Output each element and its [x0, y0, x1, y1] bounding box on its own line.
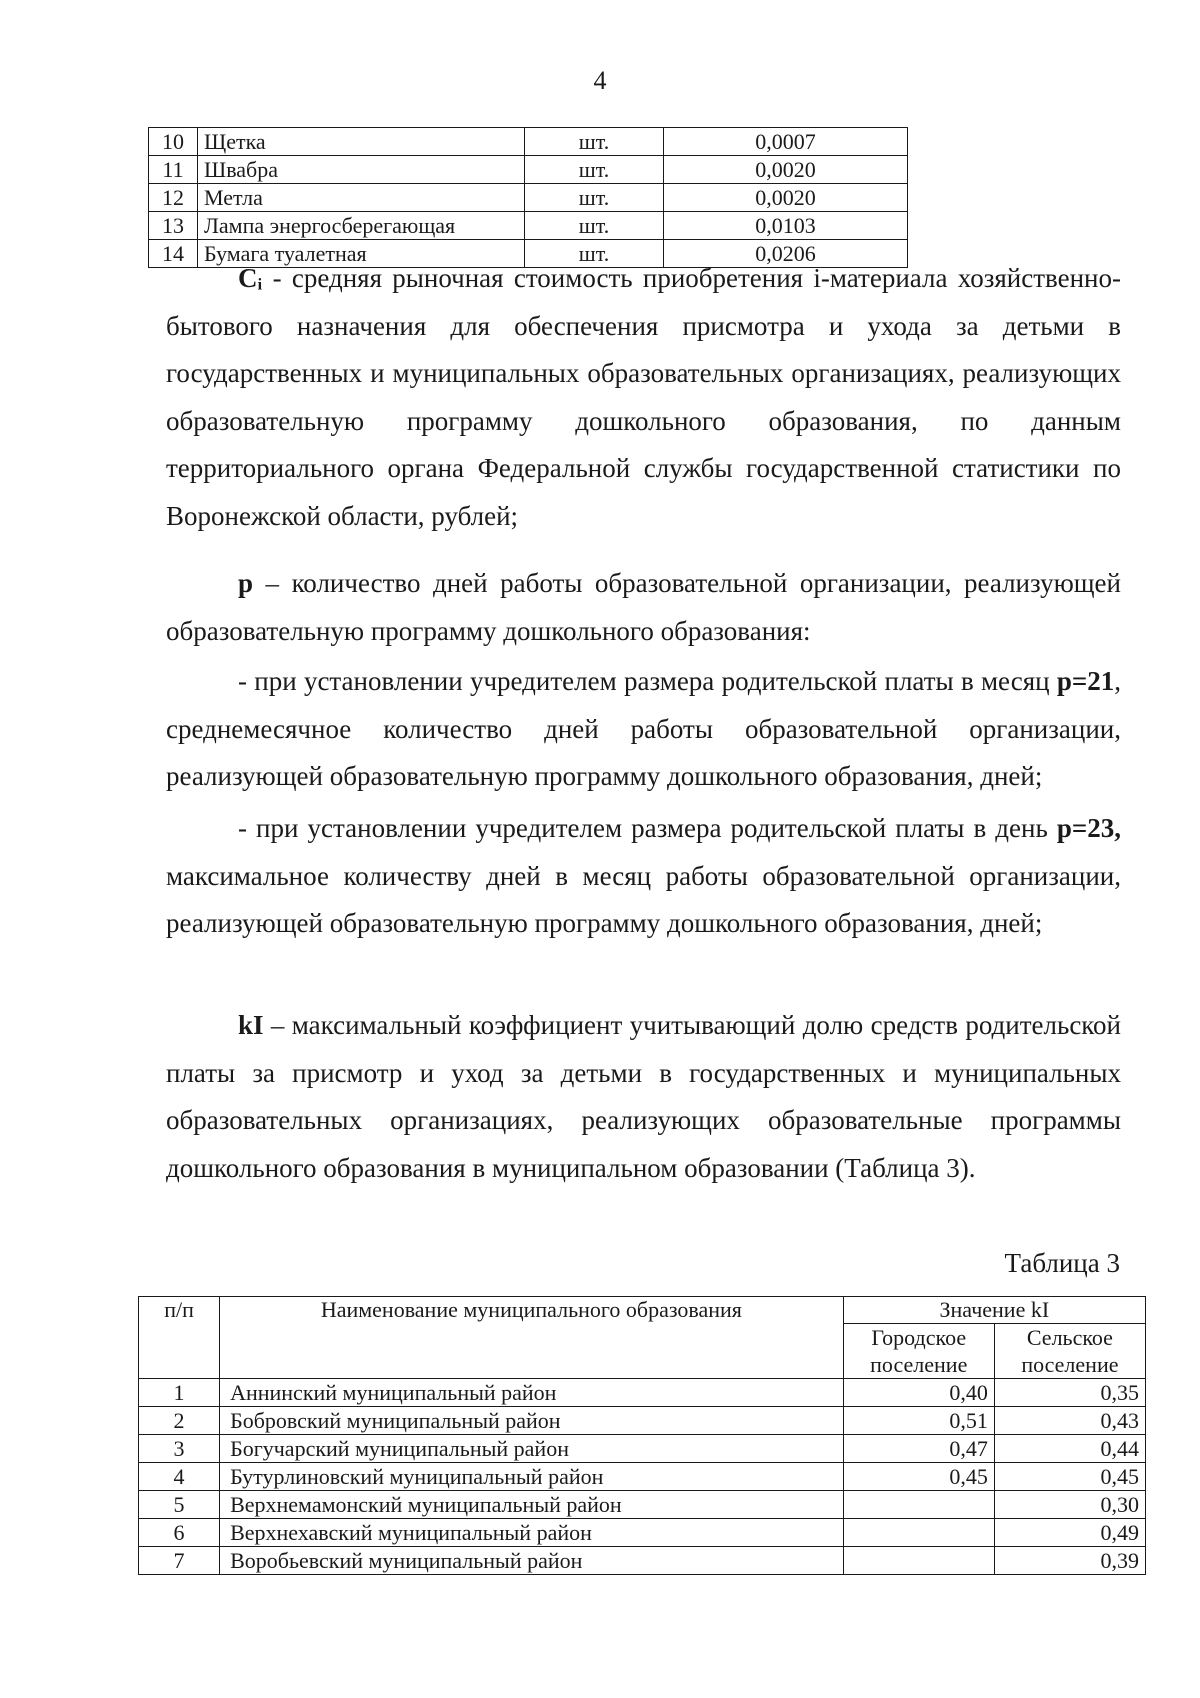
p-definition: – количество дней работы образовательной организации, реализующей образовательную программу дошкольного образования: [166, 568, 1121, 646]
row-number: 1 [139, 1379, 220, 1407]
urban-value: 0,51 [843, 1407, 994, 1435]
table-row [139, 1407, 1146, 1435]
urban-value [843, 1491, 994, 1519]
row-number: 7 [139, 1547, 220, 1575]
row-number: 6 [139, 1519, 220, 1547]
coefficients-table [138, 1296, 1146, 1575]
urban-value: 0,47 [843, 1435, 994, 1463]
k-definition: – максимальный коэффициент учитывающий долю средств родительской платы за присмотр и уход за детьми в государственных и муниципальных образовательных организациях, реализующих образовательные программы дошкольного образования в муниципальном образовании (Таблица 3). [166, 1010, 1121, 1183]
municipality-name: Верхнемамонский муниципальный район [220, 1491, 844, 1519]
table-row [149, 156, 908, 184]
item-name: Лампа энергосберегающая [198, 212, 525, 240]
header-number: п/п [139, 1297, 220, 1379]
table-row [139, 1379, 1146, 1407]
rural-value: 0,30 [994, 1491, 1145, 1519]
item-unit: шт. [525, 128, 664, 156]
table-row [139, 1435, 1146, 1463]
item-value: 0,0103 [664, 212, 908, 240]
municipality-name: Верхнехавский муниципальный район [220, 1519, 844, 1547]
p-symbol: p [238, 568, 254, 598]
paragraph-month [166, 658, 1121, 801]
row-number: 14 [149, 240, 198, 268]
urban-value [843, 1519, 994, 1547]
municipality-name: Богучарский муниципальный район [220, 1435, 844, 1463]
item-name: Щетка [198, 128, 525, 156]
row-number: 11 [149, 156, 198, 184]
item-unit: шт. [525, 240, 664, 268]
row-number: 13 [149, 212, 198, 240]
item-unit: шт. [525, 212, 664, 240]
item-value: 0,0020 [664, 184, 908, 212]
materials-table [148, 127, 908, 268]
month-value: p=21 [1056, 666, 1115, 696]
month-description: , среднемесячное количество дней работы образовательной организации, реализующей образовательную программу дошкольного образования, дней; [166, 666, 1121, 792]
rural-value: 0,44 [994, 1435, 1145, 1463]
paragraph-k [166, 1002, 1121, 1192]
ci-symbol: Cᵢ [238, 263, 263, 293]
item-value: 0,0020 [664, 156, 908, 184]
urban-value: 0,40 [843, 1379, 994, 1407]
table-row [139, 1547, 1146, 1575]
item-value: 0,0206 [664, 240, 908, 268]
row-number: 12 [149, 184, 198, 212]
paragraph-day [166, 805, 1121, 948]
table-row [139, 1463, 1146, 1491]
rural-value: 0,49 [994, 1519, 1145, 1547]
day-value: p=23, [1056, 813, 1121, 843]
row-number: 4 [139, 1463, 220, 1491]
paragraph-ci [166, 255, 1121, 541]
header-urban: Городское поселение [843, 1324, 994, 1379]
item-unit: шт. [525, 184, 664, 212]
municipality-name: Бобровский муниципальный район [220, 1407, 844, 1435]
item-value: 0,0007 [664, 128, 908, 156]
table-caption: Таблица 3 [1004, 1248, 1120, 1278]
table-row [149, 128, 908, 156]
row-number: 5 [139, 1491, 220, 1519]
item-name: Бумага туалетная [198, 240, 525, 268]
paragraph-p [166, 560, 1121, 655]
item-unit: шт. [525, 156, 664, 184]
rural-value: 0,35 [994, 1379, 1145, 1407]
table-row [139, 1519, 1146, 1547]
page-number: 4 [593, 66, 607, 95]
month-intro: - при установлении учредителем размера родительской платы в месяц [238, 666, 1057, 696]
header-rural: Сельское поселение [994, 1324, 1145, 1379]
municipality-name: Бутурлиновский муниципальный район [220, 1463, 844, 1491]
header-name: Наименование муниципального образования [220, 1297, 844, 1379]
rural-value: 0,39 [994, 1547, 1145, 1575]
item-name: Метла [198, 184, 525, 212]
row-number: 3 [139, 1435, 220, 1463]
rural-value: 0,45 [994, 1463, 1145, 1491]
table-row [149, 212, 908, 240]
header-value: Значение kI [843, 1297, 1145, 1324]
urban-value [843, 1547, 994, 1575]
day-description: максимальное количеству дней в месяц работы образовательной организации, реализующей образовательную программу дошкольного образования, дней; [166, 860, 1121, 939]
rural-value: 0,43 [994, 1407, 1145, 1435]
day-intro: - при установлении учредителем размера родительской платы в день [238, 813, 1057, 843]
table-row [139, 1491, 1146, 1519]
table-row [149, 184, 908, 212]
urban-value: 0,45 [843, 1463, 994, 1491]
k-symbol: kI [238, 1010, 264, 1040]
row-number: 2 [139, 1407, 220, 1435]
municipality-name: Воробьевский муниципальный район [220, 1547, 844, 1575]
row-number: 10 [149, 128, 198, 156]
municipality-name: Аннинский муниципальный район [220, 1379, 844, 1407]
ci-definition: - средняя рыночная стоимость приобретения i-материала хозяйственно-бытового назначения для обеспечения присмотра и ухода за детьми в государственных и муниципальных образовательных организациях, реализующих образовательную программу дошкольного образования, по данным территориального органа Федеральной службы государственной статистики по Воронежской области, рублей; [166, 263, 1121, 531]
item-name: Швабра [198, 156, 525, 184]
